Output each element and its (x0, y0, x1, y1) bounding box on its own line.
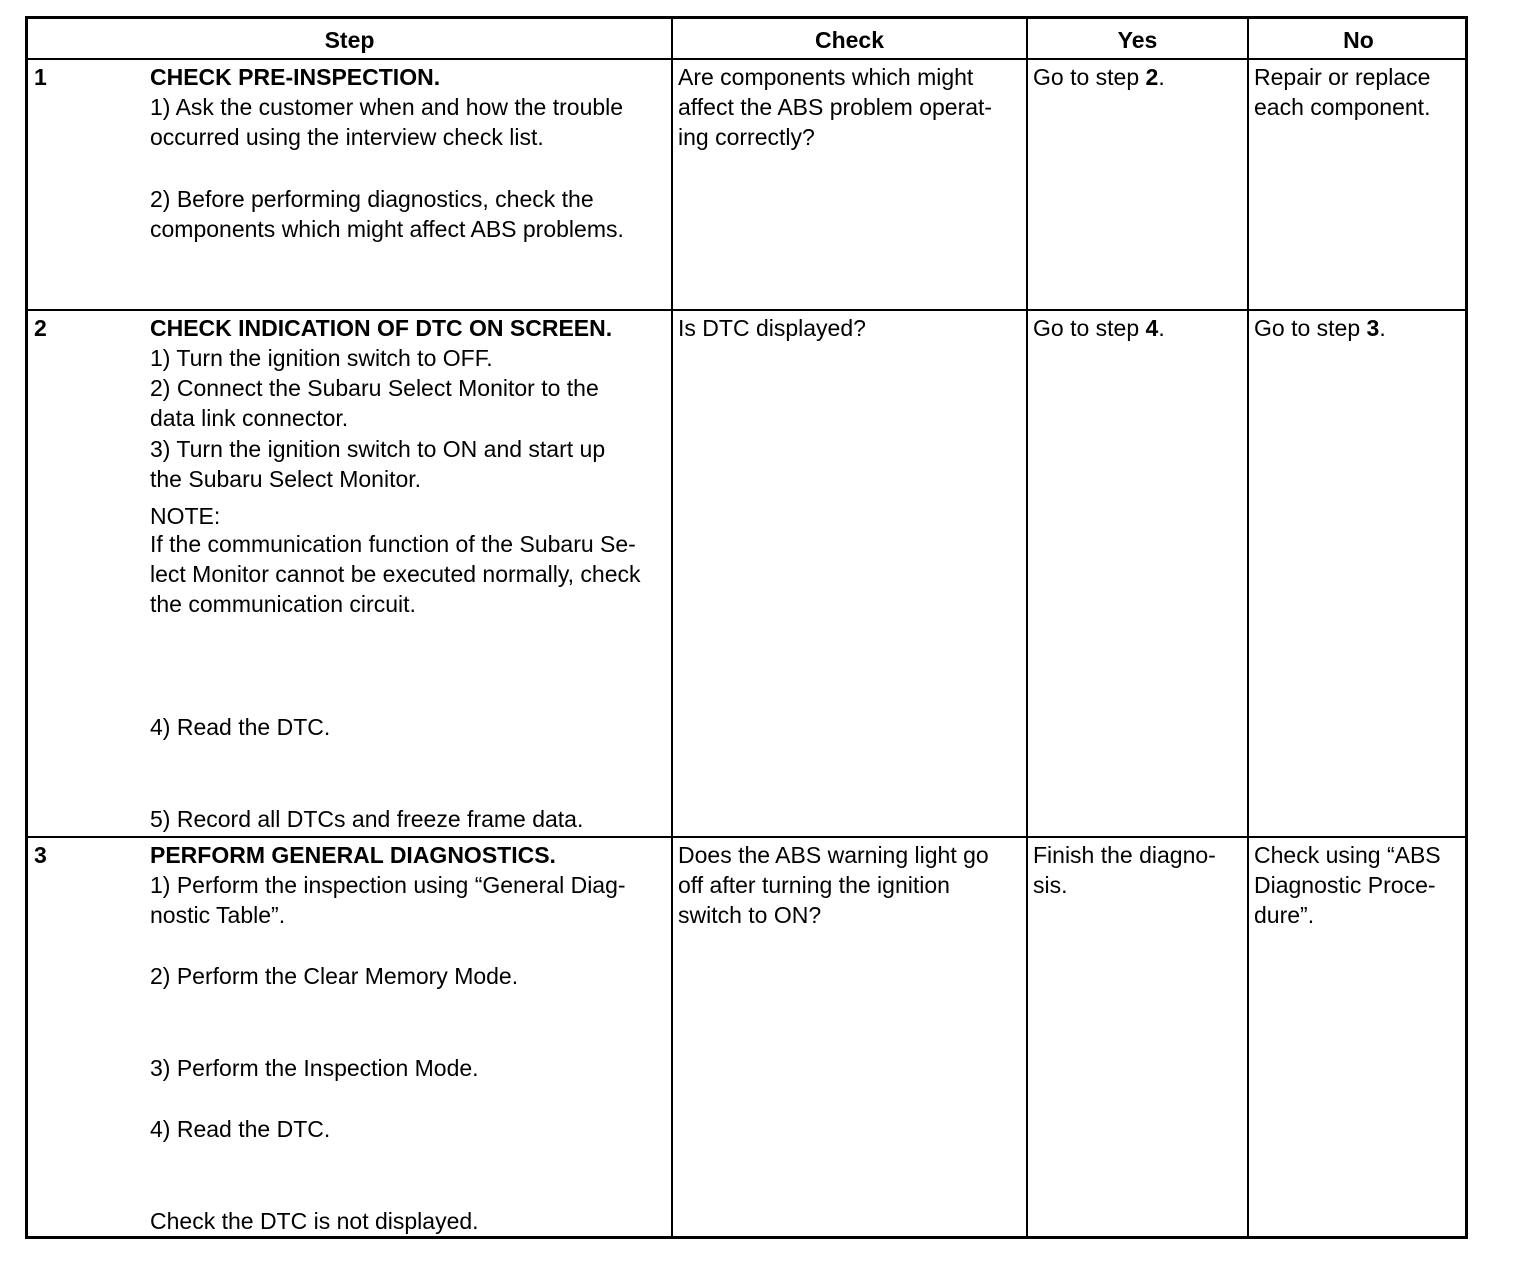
step-line: 3) Turn the ignition switch to ON and start up (150, 436, 606, 462)
row-divider-1-2 (28, 309, 1465, 311)
step-line: 2) Connect the Subaru Select Monitor to the (150, 375, 599, 401)
no-line: Diagnostic Proce- (1254, 872, 1436, 898)
yes-line: Finish the diagno- (1033, 842, 1216, 868)
step-line: nostic Table”. (150, 902, 286, 928)
no-line: dure”. (1254, 902, 1315, 928)
no-line: each component. (1254, 94, 1431, 120)
diagnostic-table (25, 16, 1468, 1239)
column-divider-yes-no (1247, 19, 1249, 1236)
row-divider-2-3 (28, 836, 1465, 838)
note-label: NOTE: (150, 503, 221, 529)
yes-suffix: . (1158, 315, 1165, 341)
step-line: 1) Ask the customer when and how the trouble (150, 94, 624, 120)
step-line: 3) Perform the Inspection Mode. (150, 1055, 479, 1081)
note-line: the communication circuit. (150, 591, 416, 617)
yes-step-number: 2 (1145, 64, 1159, 90)
check-line: Does the ABS warning light go (678, 842, 989, 868)
step-line: 4) Read the DTC. (150, 1116, 331, 1142)
step-line: 2) Before performing diagnostics, check the (150, 186, 594, 212)
header-check: Check (814, 27, 885, 53)
yes-suffix: . (1158, 64, 1165, 90)
step-line: 4) Read the DTC. (150, 714, 331, 740)
no-line: Check using “ABS (1254, 842, 1441, 868)
step-line: Check the DTC is not displayed. (150, 1208, 479, 1234)
step-title: PERFORM GENERAL DIAGNOSTICS. (150, 842, 556, 868)
step-line: the Subaru Select Monitor. (150, 466, 422, 492)
check-line: affect the ABS problem operat- (678, 94, 993, 120)
check-line: ing correctly? (678, 124, 815, 150)
no-prefix: Go to step (1254, 315, 1367, 341)
yes-line: sis. (1033, 872, 1068, 898)
step-number: 2 (34, 315, 47, 341)
no-suffix: . (1379, 315, 1386, 341)
step-title: CHECK PRE-INSPECTION. (150, 64, 441, 90)
step-line: occurred using the interview check list. (150, 124, 544, 150)
column-divider-check-yes (1026, 19, 1028, 1236)
step-line: 1) Turn the ignition switch to OFF. (150, 345, 493, 371)
check-line: Are components which might (678, 64, 974, 90)
step-line: 5) Record all DTCs and freeze frame data. (150, 806, 584, 832)
check-line: off after turning the ignition (678, 872, 950, 898)
no-cell (1254, 313, 1386, 343)
column-divider-step-check (671, 19, 673, 1236)
step-title: CHECK INDICATION OF DTC ON SCREEN. (150, 315, 613, 341)
step-line: data link connector. (150, 405, 349, 431)
yes-step-number: 4 (1145, 315, 1159, 341)
step-number: 1 (34, 64, 47, 90)
step-line: 2) Perform the Clear Memory Mode. (150, 963, 519, 989)
check-line: Is DTC displayed? (678, 315, 866, 341)
no-step-number: 3 (1366, 315, 1380, 341)
yes-prefix: Go to step (1033, 315, 1146, 341)
note-line: lect Monitor cannot be executed normally, check (150, 561, 641, 587)
header-step: Step (324, 27, 375, 53)
no-line: Repair or replace (1254, 64, 1431, 90)
step-number: 3 (34, 842, 47, 868)
yes-cell (1033, 313, 1165, 343)
step-line: components which might affect ABS problems. (150, 216, 624, 242)
note-line: If the communication function of the Subaru Se- (150, 531, 636, 557)
yes-cell (1033, 62, 1165, 92)
header-no: No (1343, 27, 1374, 53)
header-yes: Yes (1117, 27, 1158, 53)
check-line: switch to ON? (678, 902, 822, 928)
step-line: 1) Perform the inspection using “General Diag- (150, 872, 626, 898)
yes-prefix: Go to step (1033, 64, 1146, 90)
